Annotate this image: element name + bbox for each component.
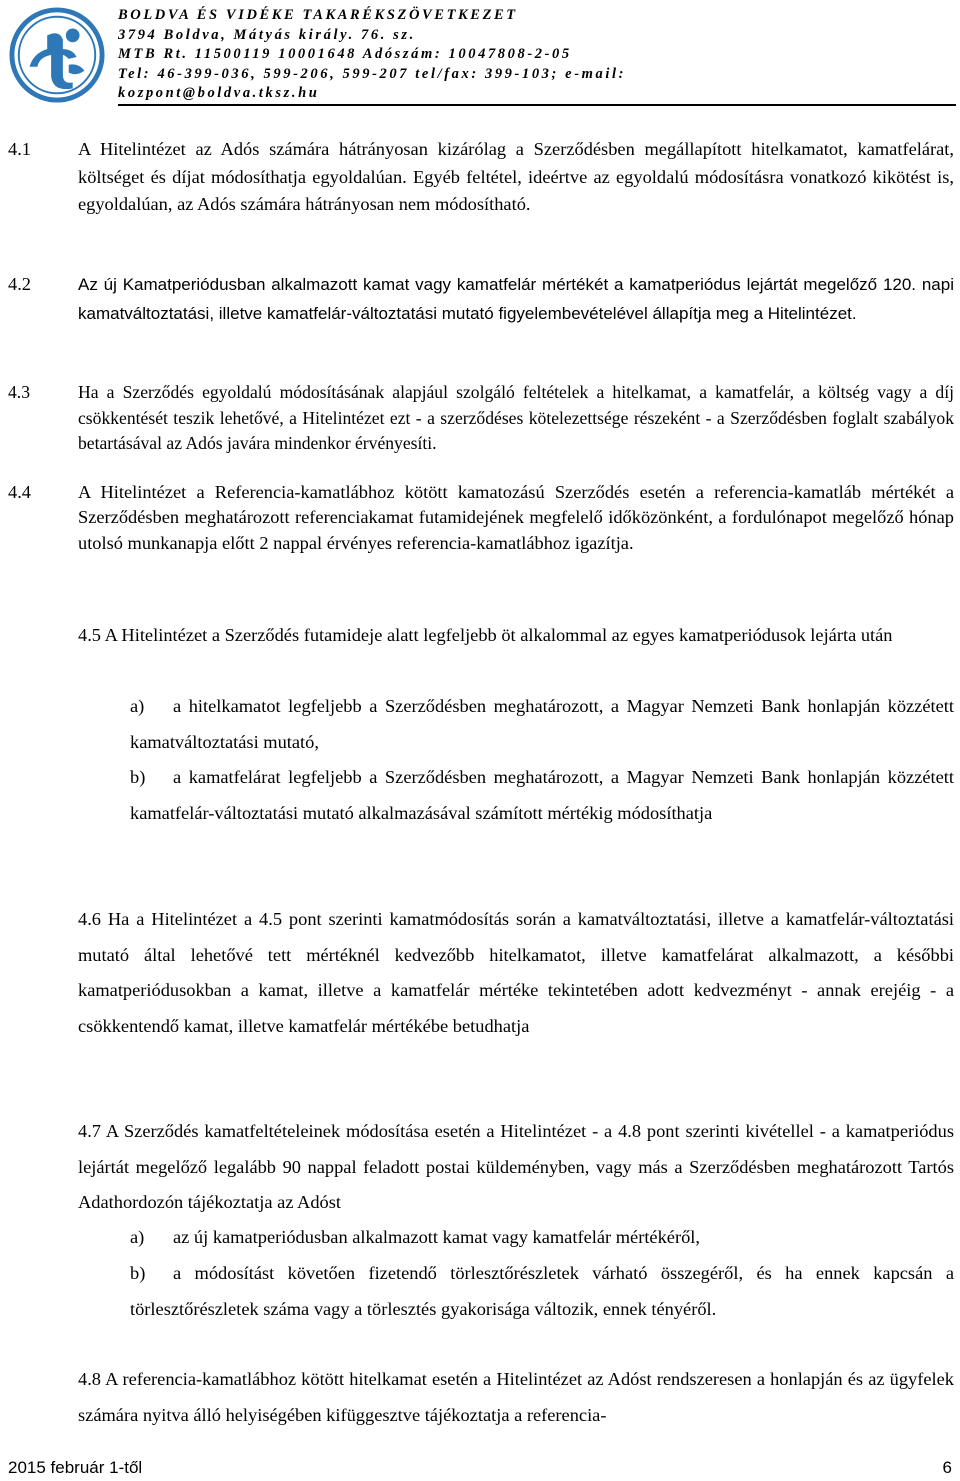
org-address: 3794 Boldva, Mátyás király. 76. sz. [118,26,416,43]
paragraph-4-6: 4.6 Ha a Hitelintézet a 4.5 pont szerinti kamatmódosítás során a kamatváltoztatási, illetve a kamatfelár-változtatási mutató által lehetővé tett mértéknél kedvezőbb hitelkamatot, illetve kamatfelárat alkalmazott, a későbbi kamatperiódusokban a kamat, illetve a kamatfelár mértéke tekintetében adott kedvezményt - annak erejéig - a csökkentendő kamat, illetve kamatfelár mértékébe betudhatja [78,909,954,1036]
list-item-4-5-b [130,760,954,831]
letterhead-text [118,6,956,104]
paragraph-text [78,270,954,328]
org-name: BOLDVA ÉS VIDÉKE TAKARÉKSZÖVETKEZET [118,7,518,23]
list-item-4-7-a [130,1220,954,1256]
org-email: kozpont@boldva.tksz.hu [118,85,320,101]
paragraph-text: A Hitelintézet az Adós számára hátrányosan kizárólag a Szerződésben megállapított hitelkamatot, kamatfelárat, költséget és díjat módosíthatja egyoldalúan. Egyéb feltétel, ideértve az egyoldalú módosításra vonatkozó kikötést is, egyoldalúan, az Adós számára hátrányosan nem módosítható. [78,139,954,214]
list-item-4-5-a [130,689,954,760]
page-number: 6 [942,1458,952,1477]
paragraph-number: 4.4 [8,482,31,502]
list-item-label: b) [130,767,146,787]
list-item-label: a) [130,1227,145,1247]
org-phones: Tel: 46-399-036, 599-206, 599-207 tel/fax: 399-103; e-mail: [118,65,627,82]
list-item-text: a hitelkamatot legfeljebb a Szerződésben meghatározott, a Magyar Nemzeti Bank honlapján közzétett kamatváltoztatási mutató, [130,696,954,752]
paragraph-text: A Hitelintézet a Referencia-kamatlábhoz kötött kamatozású Szerződés esetén a referencia-kamatláb mértékét a Szerződésben meghatározott referenciakamat futamidejének megfelelő időközönként, a fordulónapot megelőző hónap utolsó munkanapja előtt 2 nappal érvényes referencia-kamatlábhoz igazítja. [78,482,954,553]
paragraph-text-part-b: napi kamatváltoztatási, illetve kamatfelár-változtatási mutató figyelembevételével állapítja meg a Hitelintézet. [78,275,954,323]
org-registration: MTB Rt. 11500119 10001648 Adószám: 10047808-2-05 [118,46,572,62]
paragraph-number: 4.3 [8,382,30,402]
list-item-4-7-b [130,1256,954,1327]
paragraph-number: 4.1 [8,139,31,159]
letterhead [0,0,960,112]
list-item-label: a) [130,696,145,716]
list-item-text: a kamatfelárat legfeljebb a Szerződésben meghatározott, a Magyar Nemzeti Bank honlapján közzétett kamatfelár-változtatási mutató alkalmazásával számított mértékig módosíthatja [130,767,954,823]
paragraph-text-part-a: Az új Kamatperiódusban alkalmazott kamat vagy kamatfelár mértékét a kamatperiódus lejártát megelőző 120. [78,275,917,294]
paragraph-4-7: 4.7 A Szerződés kamatfeltételeinek módosítása esetén a Hitelintézet - a 4.8 pont szerinti kivétellel - a kamatperiódus lejártát megelőző legalább 90 nappal feladott postai küldeményben, vagy más a Szerződésben meghatározott Tartós Adathordozón tájékoztatja az Adóst [78,1121,954,1212]
paragraph-text: Ha a Szerződés egyoldalú módosításának alapjául szolgáló feltételek a hitelkamat, a kamatfelár, a költség vagy a díj csökkentését teszik lehetővé, a Hitelintézet ezt - a szerződéses kötelezettsége részeként - a Szerződésben foglalt szabályok betartásával az Adós javára mindenkor érvényesíti. [78,382,954,453]
paragraph-4-8: 4.8 A referencia-kamatlábhoz kötött hitelkamat esetén a Hitelintézet az Adóst rendszeresen a honlapján és az ügyfelek számára nyitva álló helyiségében kifüggesztve tájékoztatja a referencia- [78,1369,954,1425]
paragraph-number: 4.2 [8,274,31,294]
list-item-text: az új kamatperiódusban alkalmazott kamat vagy kamatfelár mértékéről, [173,1227,700,1247]
list-item-label: b) [130,1263,146,1283]
paragraph-4-5: 4.5 A Hitelintézet a Szerződés futamideje alatt legfeljebb öt alkalommal az egyes kamatperiódusok lejárta után [78,625,893,645]
bank-logo-icon [8,6,106,104]
footer-date: 2015 február 1-től [8,1458,143,1477]
list-item-text: a módosítást követően fizetendő törlesztőrészletek várható összegéről, és ha ennek kapcsán a törlesztőrészletek száma vagy a törlesztés gyakorisága változik, ennek tényéről. [130,1263,954,1319]
header-divider [118,104,956,106]
